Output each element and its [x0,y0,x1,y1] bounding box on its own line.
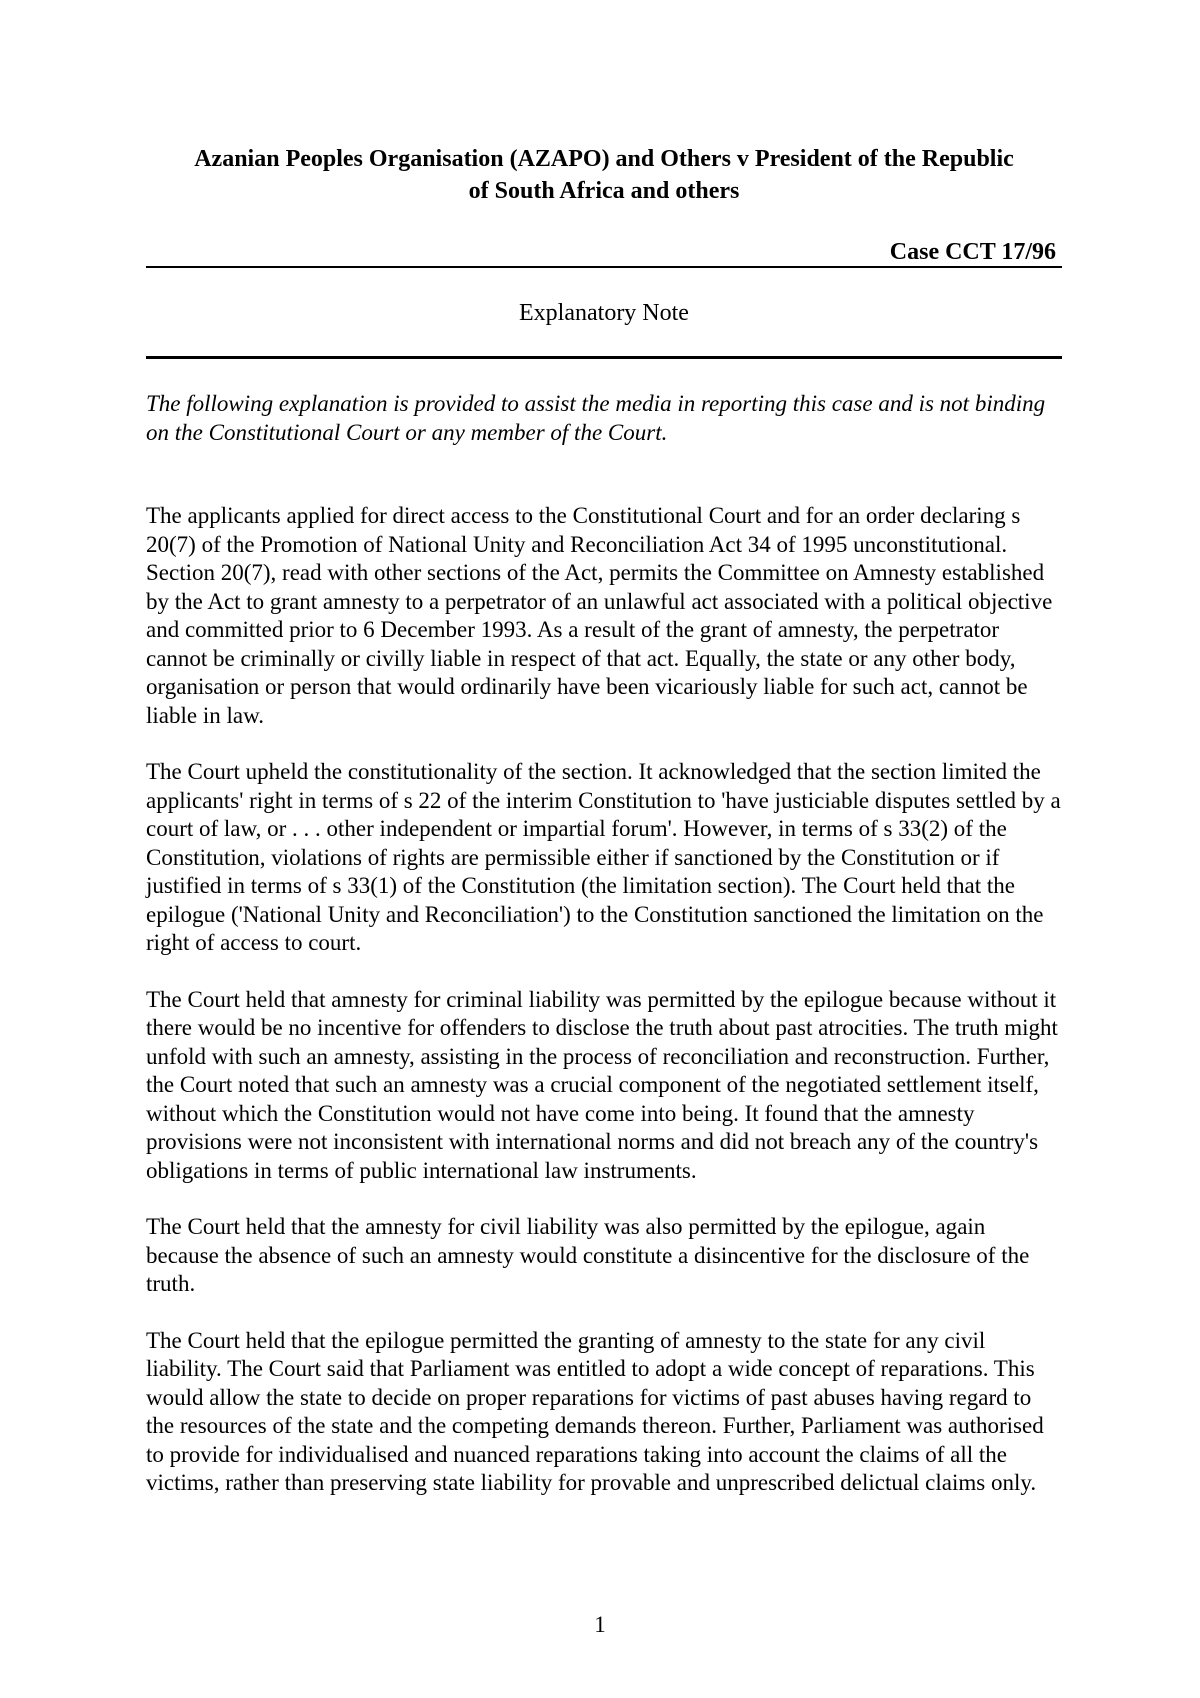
note-body [146,502,1062,1526]
case-title-line-1: Azanian Peoples Organisation (AZAPO) and Others v President of the Republic [194,146,1014,172]
heading-divider [146,356,1062,359]
page-number: 1 [594,1612,606,1637]
body-paragraph: The Court held that the amnesty for civil liability was also permitted by the epilogue, again because the absence of such an amnesty would constitute a disincentive for the disclosure of the truth. [146,1214,1030,1296]
body-paragraph: The Court upheld the constitutionality of the section. It acknowledged that the section limited the applicants' right in terms of s 22 of the interim Constitution to 'have justiciable disputes settled by a court of law, or . . . other independent or impartial forum'. However, in terms of s 33(2) of the Constitution, violations of rights are permissible either if sanctioned by the Constitution or if justified in terms of s 33(1) of the Constitution (the limitation section). The Court held that the epilogue ('National Unity and Reconciliation') to the Constitution sanctioned the limitation on the right of access to court. [146,759,1061,955]
media-disclaimer: The following explanation is provided to assist the media in reporting this case and is not binding on the Constitutional Court or any member of the Court. [146,391,1046,445]
body-paragraph: The Court held that the epilogue permitted the granting of amnesty to the state for any civil liability. The Court said that Parliament was entitled to adopt a wide concept of reparations. This would allow the state to decide on proper reparations for victims of past abuses having regard to the resources of the state and the competing demands thereon. Further, Parliament was authorised to provide for individualised and nuanced reparations taking into account the claims of all the victims, rather than preserving state liability for provable and unprescribed delictual claims only. [146,1327,1044,1495]
body-paragraph: The applicants applied for direct access to the Constitutional Court and for an order declaring s 20(7) of the Promotion of National Unity and Reconciliation Act 34 of 1995 unconstitutional. Section 20(7), read with other sections of the Act, permits the Committee on Amnesty established by the Act to grant amnesty to a perpetrator of an unlawful act associated with a political objective and committed prior to 6 December 1993. As a result of the grant of amnesty, the perpetrator cannot be criminally or civilly liable in respect of that act. Equally, the state or any other body, organisation or person that would ordinarily have been vicariously liable for such act, cannot be liable in law. [146,503,1053,728]
case-title [146,143,1062,207]
explanatory-note-heading: Explanatory Note [519,300,689,326]
case-number: Case CCT 17/96 [889,239,1056,265]
header-divider [146,266,1062,268]
body-paragraph: The Court held that amnesty for criminal liability was permitted by the epilogue because without it there would be no incentive for offenders to disclose the truth about past atrocities. The truth might unfold with such an amnesty, assisting in the process of reconciliation and reconstruction. Further, the Court noted that such an amnesty was a crucial component of the negotiated settlement itself, without which the Constitution would not have come into being. It found that the amnesty provisions were not inconsistent with international norms and did not breach any of the country's obligations in terms of public international law instruments. [146,986,1058,1183]
case-title-line-2: of South Africa and others [468,178,740,204]
